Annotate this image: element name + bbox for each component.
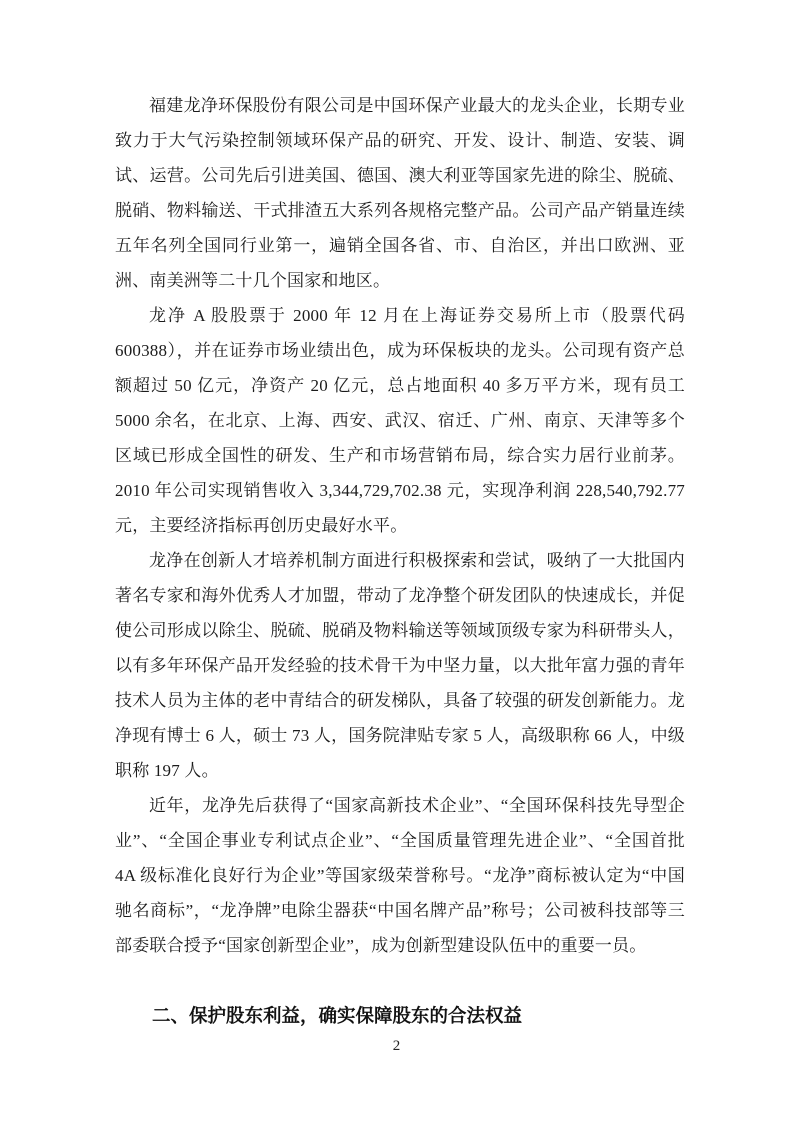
paragraph-honors: 近年，龙净先后获得了“国家高新技术企业”、“全国环保科技先导型企业”、“全国企事业专利试点企业”、“全国质量管理先进企业”、“全国首批 4A 级标准化良好行为企业”等国家级荣誉称号。“龙净”商标被认定为“中国驰名商标”，“龙净牌”电除尘器获“中国名牌产品”称号；公司被科技部等三部委联合授予“国家创新型企业”，成为创新型建设队伍中的重要一员。: [115, 796, 685, 955]
paragraph-company-intro: 福建龙净环保股份有限公司是中国环保产业最大的龙头企业，长期专业致力于大气污染控制领域环保产品的研究、开发、设计、制造、安装、调试、运营。公司先后引进美国、德国、澳大利亚等国家先进的除尘、脱硫、脱硝、物料输送、干式排渣五大系列各规格完整产品。公司产品产销量连续五年名列全国同行业第一，遍销全国各省、市、自治区，并出口欧洲、亚洲、南美洲等二十几个国家和地区。: [115, 96, 685, 290]
paragraph-stock-listing: 龙净 A 股股票于 2000 年 12 月在上海证券交易所上市（股票代码 600388），并在证券市场业绩出色，成为环保板块的龙头。公司现有资产总额超过 50 亿元，净资产 20 亿元，总占地面积 40 多万平方米，现有员工 5000 余名，在北京、上海、西安、武汉、宿迁、广州、南京、天津等多个区域已形成全国性的研发、生产和市场营销布局，综合实力居行业前茅。2010 年公司实现销售收入 3,344,729,702.38 元，实现净利润 228,540,792.77 元，主要经济指标再创历史最好水平。: [115, 306, 685, 535]
paragraph-talent-development: 龙净在创新人才培养机制方面进行积极探索和尝试，吸纳了一大批国内著名专家和海外优秀人才加盟，带动了龙净整个研发团队的快速成长，并促使公司形成以除尘、脱硫、脱硝及物料输送等领域顶级专家为科研带头人，以有多年环保产品开发经验的技术骨干为中坚力量，以大批年富力强的青年技术人员为主体的老中青结合的研发梯队，具备了较强的研发创新能力。龙净现有博士 6 人，硕士 73 人，国务院津贴专家 5 人，高级职称 66 人，中级职称 197 人。: [115, 551, 685, 780]
section-heading: 二、保护股东利益，确实保障股东的合法权益: [152, 1005, 523, 1026]
document-body: [115, 88, 685, 1033]
page-number: 2: [392, 1038, 401, 1054]
